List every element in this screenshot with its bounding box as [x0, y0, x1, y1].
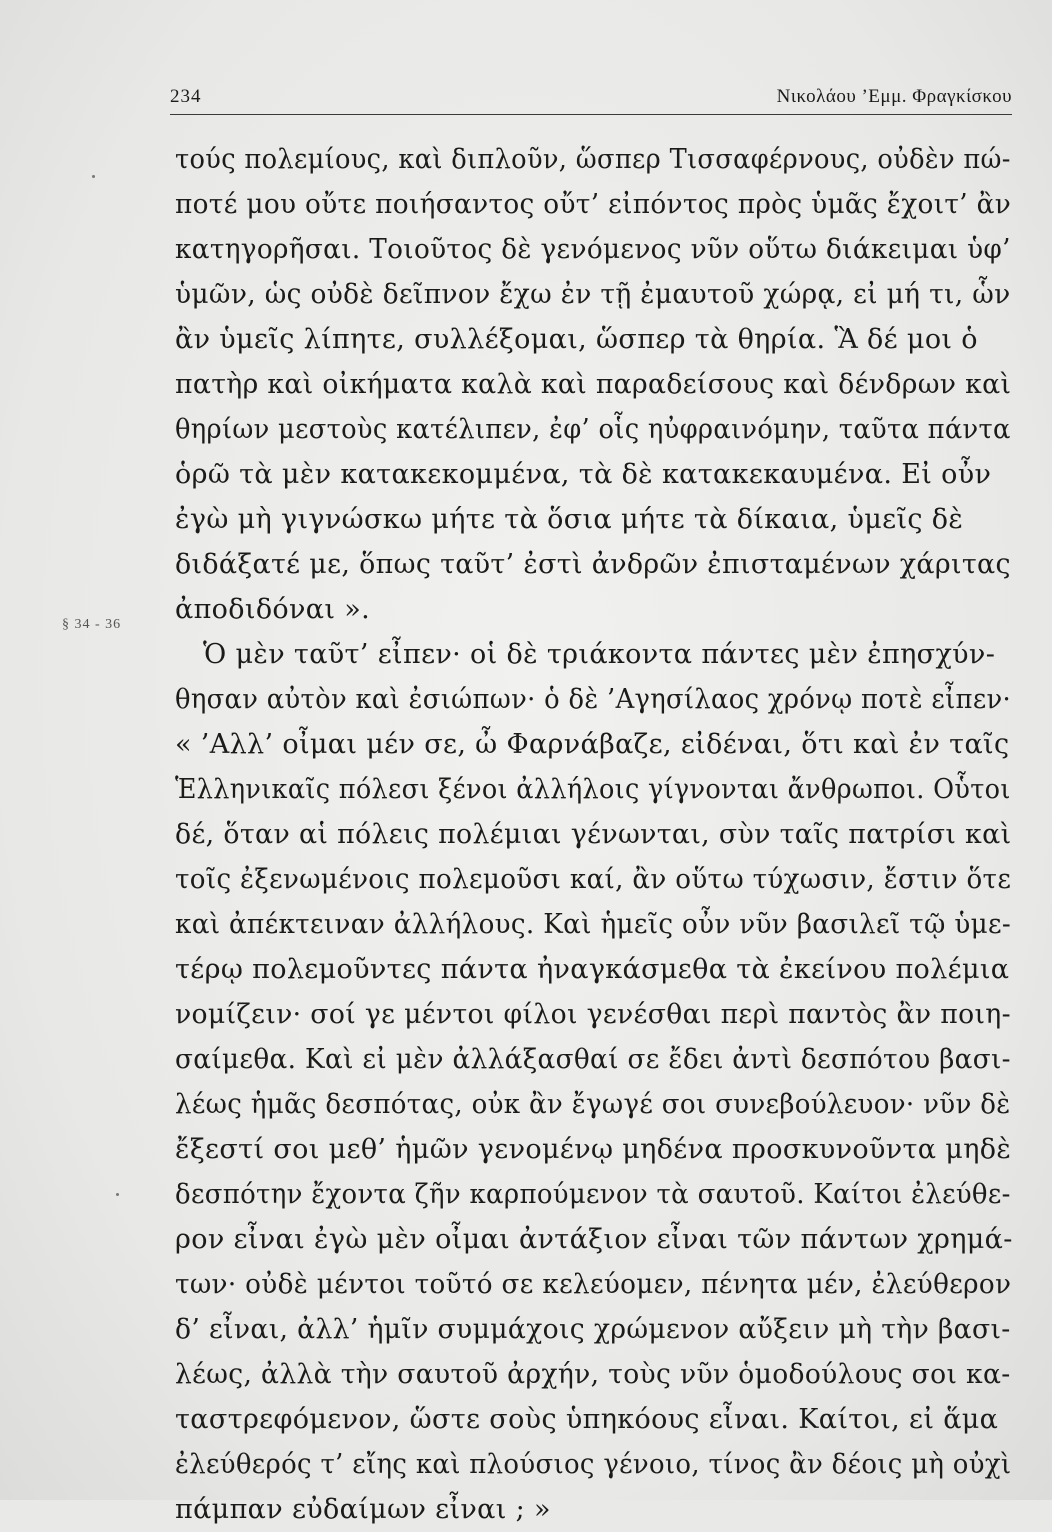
- text-line: θησαν αὐτὸν καὶ ἐσιώπων· ὁ δὲ ’Αγησίλαος χρόνῳ ποτὲ εἶπεν·: [175, 684, 1012, 715]
- text-line: δεσπότην ἔχοντα ζῆν καρπούμενον τὰ σαυτοῦ. Καίτοι ἐλεύθε-: [175, 1179, 1011, 1210]
- paper-speck: [116, 1193, 119, 1196]
- text-line: τούς πολεμίους, καὶ διπλοῦν, ὥσπερ Τισσαφέρνους, οὐδὲν πώ-: [175, 144, 1011, 175]
- page-number: 234: [170, 86, 202, 107]
- text-line: Ἑλληνικαῖς πόλεσι ξένοι ἀλλήλοις γίγνονται ἄνθρωποι. Οὗτοι: [175, 774, 1011, 805]
- text-line: ποτέ μου οὔτε ποιήσαντος οὔτ’ εἰπόντος πρὸς ὑμᾶς ἔχοιτ’ ἂν: [175, 189, 1012, 220]
- text-line: σαίμεθα. Καὶ εἰ μὲν ἀλλάξασθαί σε ἔδει ἀντὶ δεσπότου βασι-: [175, 1044, 1011, 1075]
- page-header: [170, 80, 1012, 115]
- text-line: ὁρῶ τὰ μὲν κατακεκομμένα, τὰ δὲ κατακεκαυμένα. Εἰ οὖν: [175, 459, 992, 490]
- text-line: νομίζειν· σοί γε μέντοι φίλοι γενέσθαι περὶ παντὸς ἂν ποιη-: [175, 999, 1011, 1030]
- text-line: ρον εἶναι ἐγὼ μὲν οἶμαι ἀντάξιον εἶναι τῶν πάντων χρημά-: [175, 1224, 1013, 1255]
- text-line: ἔξεστί σοι μεθ’ ἡμῶν γενομένῳ μηδένα προσκυνοῦντα μηδὲ: [175, 1134, 1012, 1165]
- paper-speck: [92, 175, 95, 178]
- text-line: καὶ ἀπέκτειναν ἀλλήλους. Καὶ ἡμεῖς οὖν νῦν βασιλεῖ τῷ ὑμε-: [175, 909, 1012, 940]
- text-line: θηρίων μεστοὺς κατέλιπεν, ἐφ’ οἷς ηὐφραινόμην, ταῦτα πάντα: [175, 414, 1011, 445]
- text-line: λέως ἡμᾶς δεσπότας, οὐκ ἂν ἔγωγέ σοι συνεβούλευον· νῦν δὲ: [175, 1089, 1011, 1120]
- text-line: λέως, ἀλλὰ τὴν σαυτοῦ ἀρχήν, τοὺς νῦν ὁμοδούλους σοι κα-: [175, 1359, 1011, 1390]
- margin-section-reference: § 34 - 36: [62, 617, 122, 632]
- text-line: πάμπαν εὐδαίμων εἶναι ; »: [175, 1494, 551, 1525]
- text-line: ἀποδιδόναι ».: [175, 594, 371, 625]
- text-line: δ’ εἶναι, ἀλλ’ ἡμῖν συμμάχοις χρώμενον αὔξειν μὴ τὴν βασι-: [175, 1314, 1011, 1345]
- text-line: ὑμῶν, ὡς οὐδὲ δεῖπνον ἔχω ἐν τῇ ἐμαυτοῦ χώρᾳ, εἰ μή τι, ὧν: [175, 279, 1011, 310]
- text-line: κατηγορῆσαι. Τοιοῦτος δὲ γενόμενος νῦν οὕτω διάκειμαι ὑφ’: [175, 234, 1011, 265]
- text-line: ταστρεφόμενον, ὥστε σοὺς ὑπηκόους εἶναι. Καίτοι, εἰ ἅμα: [175, 1404, 999, 1435]
- text-line: των· οὐδὲ μέντοι τοῦτό σε κελεύομεν, πένητα μέν, ἐλεύθερον: [175, 1269, 1012, 1300]
- text-line: Ὁ μὲν ταῦτ’ εἶπεν· οἱ δὲ τριάκοντα πάντες μὲν ἐπησχύν-: [203, 639, 996, 670]
- text-line: ἐγὼ μὴ γιγνώσκω μήτε τὰ ὅσια μήτε τὰ δίκαια, ὑμεῖς δὲ: [175, 504, 964, 535]
- body-text: [175, 137, 1013, 1532]
- text-line: « ’Αλλ’ οἶμαι μέν σε, ὦ Φαρνάβαζε, εἰδέναι, ὅτι καὶ ἐν ταῖς: [175, 729, 1010, 760]
- text-line: ἂν ὑμεῖς λίπητε, συλλέξομαι, ὥσπερ τὰ θηρία. Ἃ δέ μοι ὁ: [175, 324, 978, 355]
- text-line: τέρῳ πολεμοῦντες πάντα ἠναγκάσμεθα τὰ ἐκείνου πολέμια: [175, 954, 1010, 985]
- text-line: δέ, ὅταν αἱ πόλεις πολέμιαι γένωνται, σὺν ταῖς πατρίσι καὶ: [175, 819, 1012, 850]
- text-line: τοῖς ἐξενωμένοις πολεμοῦσι καί, ἂν οὕτω τύχωσιν, ἔστιν ὅτε: [175, 864, 1012, 895]
- text-line: πατὴρ καὶ οἰκήματα καλὰ καὶ παραδείσους καὶ δένδρων καὶ: [175, 369, 1012, 400]
- running-head: Νικολάου ’Εμμ. Φραγκίσκου: [776, 86, 1012, 107]
- text-line: ἐλεύθερός τ’ εἴης καὶ πλούσιος γένοιο, τίνος ἂν δέοις μὴ οὐχὶ: [175, 1449, 1012, 1480]
- text-line: διδάξατέ με, ὅπως ταῦτ’ ἐστὶ ἀνδρῶν ἐπισταμένων χάριτας: [175, 549, 1011, 580]
